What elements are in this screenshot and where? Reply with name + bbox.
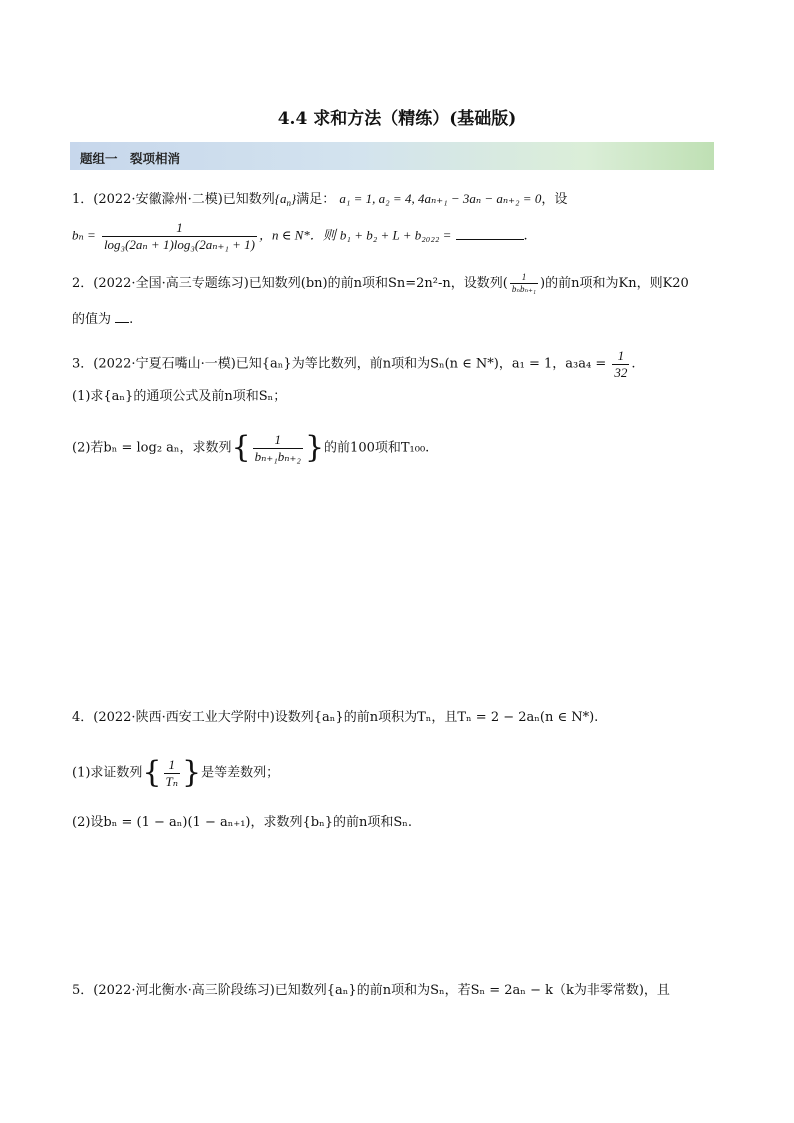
q2-text: 已知数列(bn)的前n项和Sn=2n²-n，设数列(: [248, 275, 508, 291]
q3-frac-num: 1: [612, 348, 629, 365]
q1-number: 1．: [72, 192, 94, 207]
q2-frac-num: 1: [510, 272, 538, 284]
q5-number: 5．: [72, 983, 94, 998]
q1-line1: [72, 191, 567, 209]
q3-part1: (1)求{aₙ}的通项公式及前n项和Sₙ；: [72, 389, 287, 404]
q4-part1-den: Tₙ: [165, 773, 179, 789]
page-title: 4.4 求和方法（精练）(基础版): [277, 109, 517, 129]
q1-condition: a₁ = 1, a₂ = 4, 4aₙ₊₁ − 3aₙ − aₙ₊₂ = 0: [339, 191, 542, 206]
q2-line1: [72, 272, 689, 295]
q3-line1: [72, 348, 636, 380]
q1-line2: [72, 220, 528, 252]
section-heading: 题组一 裂项相消: [80, 151, 181, 166]
q1-text-a: 已知数列: [222, 192, 275, 207]
q3-part2: [72, 430, 429, 466]
q1-text-c: ，设: [541, 192, 568, 207]
q2-number: 2．: [72, 275, 94, 291]
q4-part1-text-a: (1)求证数列: [72, 765, 143, 781]
q1-sum: b₁ + b₂ + L + b₂₀₂₂ =: [339, 227, 452, 243]
q3-part2-text-b: 的前100项和T₁₀₀.: [324, 440, 430, 456]
q2-answer-blank[interactable]: [115, 310, 129, 323]
q3-frac-den: 32: [614, 364, 628, 380]
q2-end: .: [129, 312, 134, 327]
q4-part1-text-b: 是等差数列；: [201, 765, 280, 781]
q3-part2-den: bₙ₊₁bₙ₊₂: [254, 448, 301, 464]
q3-part2-text-a: (2)若bₙ = log₂ aₙ，求数列: [72, 440, 232, 456]
q4-text: 设数列{aₙ}的前n项积为Tₙ，且Tₙ = 2 − 2aₙ(n ∈ N*).: [274, 710, 599, 725]
q2-text-c: 的值为: [72, 312, 112, 327]
q5-line1: [72, 983, 670, 999]
q3-end: .: [631, 356, 636, 372]
q3-text: 已知{aₙ}为等比数列，前n项和为Sₙ(n ∈ N*)，a₁ = 1，a₃a₄ =: [235, 356, 607, 372]
q2-text-b: )的前n项和为Kn，则K20: [540, 275, 689, 291]
q4-left-brace: {: [142, 755, 162, 790]
q3-right-brace: }: [304, 430, 325, 465]
q1-answer-blank[interactable]: [456, 227, 524, 240]
q1-fraction: [102, 220, 257, 252]
q4-line1: [72, 710, 598, 726]
q4-number: 4．: [72, 710, 94, 725]
q3-part2-fraction: [253, 432, 303, 464]
q2-frac-den: bₙbₙ₊₁: [511, 283, 537, 294]
q2-fraction: [510, 272, 538, 295]
q1-bn-lhs: bₙ =: [72, 227, 96, 243]
q4-source: (2022·陕西·西安工业大学附中): [93, 710, 275, 725]
q5-text: 已知数列{aₙ}的前n项和为Sₙ，若Sₙ = 2aₙ − k（k为非零常数)，且: [274, 983, 670, 998]
q1-frac-den: log₃(2aₙ + 1)log₃(2aₙ₊₁ + 1): [103, 236, 255, 252]
q2-source: (2022·全国·高三专题练习): [93, 275, 249, 291]
q5-source: (2022·河北衡水·高三阶段练习): [93, 983, 275, 998]
q1-seq: $\{a_n\}$: [274, 191, 297, 208]
q2-line2: [72, 310, 133, 328]
q4-right-brace: }: [182, 755, 202, 790]
q1-text-b: 满足：: [296, 192, 336, 207]
q4-part1-num: 1: [164, 757, 181, 774]
q3-left-brace: {: [231, 430, 251, 465]
q4-part1: [72, 755, 279, 791]
q3-part2-num: 1: [253, 432, 303, 449]
q1-end: .: [523, 228, 528, 244]
q3-number: 3．: [72, 356, 94, 372]
q1-frac-num: 1: [102, 220, 257, 237]
q1-domain: ，n ∈ N*．则: [258, 227, 336, 243]
q1-source: (2022·安徽滁州·二模): [93, 192, 223, 207]
q4-part1-fraction: [164, 757, 181, 789]
q4-part2: (2)设bₙ = (1 − aₙ)(1 − aₙ₊₁)，求数列{bₙ}的前n项和Sₙ.: [72, 815, 413, 830]
q3-source: (2022·宁夏石嘴山·一模): [93, 356, 236, 372]
q3-fraction: [612, 348, 629, 380]
